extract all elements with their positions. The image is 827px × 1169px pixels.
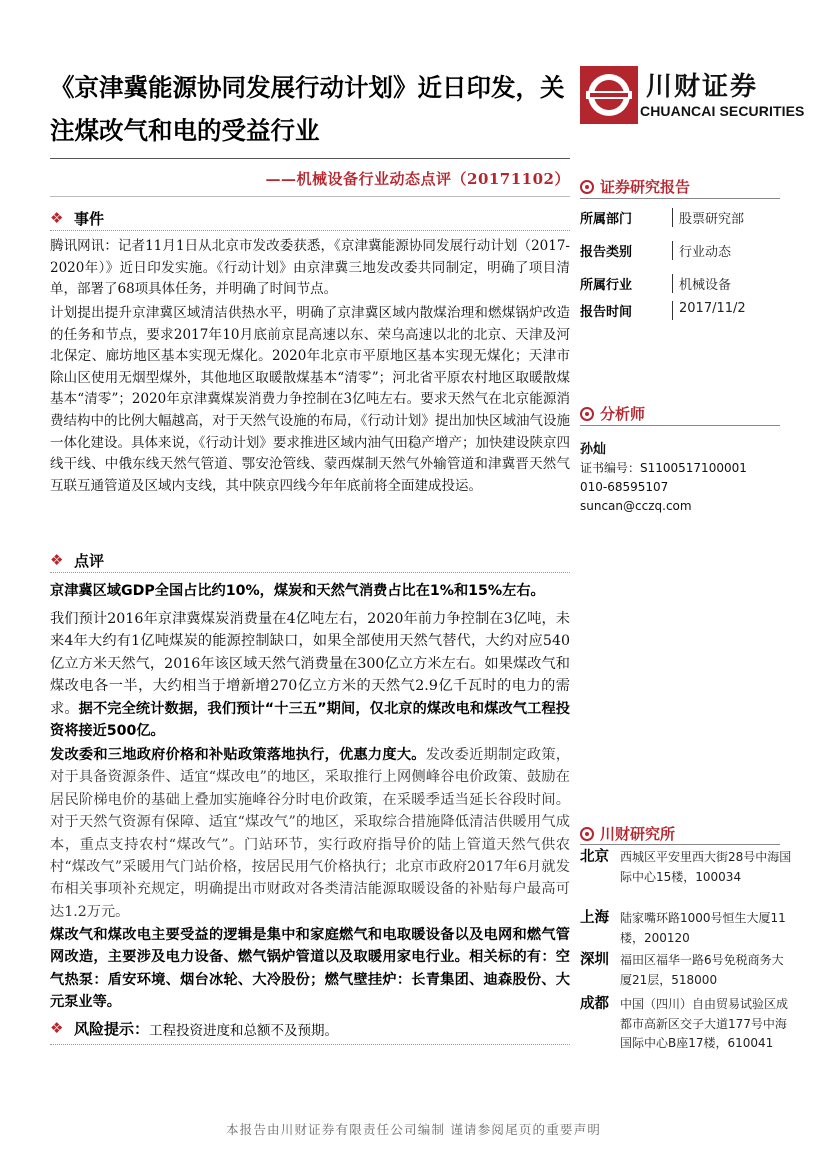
office-address: 陆家嘴环路1000号恒生大厦11楼，200120 (620, 911, 786, 945)
event-heading-label: 事件 (74, 210, 105, 228)
report-type-label: 证券研究报告 (600, 178, 691, 196)
info-label: 报告类别 (580, 245, 633, 260)
office-city: 北京 (580, 849, 609, 865)
info-row-department (580, 208, 790, 227)
comment-paragraph-3-text: 发改委近期制定政策，对于具备资源条件、适宜“煤改电”的地区，采取推行上网侧峰谷电价政策、鼓励在居民阶梯电价的基础上叠加实施峰谷分时电价政策，在采暖季适当延长谷段时间。对于天然气资源有保障、适宜“煤改气”的地区，采取综合措施降低清洁供暖用气成本，重点支持农村“煤改气”。门站环节，实行政府指导价的陆上管道天然气供农村“煤改气”采暖用气门站价格，按居民用气价格执行；北京市政府2017年6月就发布相关事项补充规定，明确提出市财政对各类清洁能源取暖设备的补贴每户最高可达1.2万元。 (50, 747, 570, 920)
info-value: 股票研究部 (672, 208, 744, 227)
risk-text: 工程投资进度和总额不及预期。 (149, 1022, 339, 1039)
analyst-phone: 010-68595107 (580, 480, 669, 494)
comment-paragraph-3-highlight: 发改委和三地政府价格和补贴政策落地执行，优惠力度大。 (50, 747, 426, 763)
comment-paragraph-2-highlight: 据不完全统计数据，我们预计“十三五”期间，仅北京的煤改电和煤改气工程投资将接近500亿。 (50, 700, 570, 740)
target-icon (580, 180, 594, 194)
analyst-heading-label: 分析师 (600, 405, 646, 423)
target-icon (580, 407, 594, 421)
comment-paragraph-3 (50, 744, 570, 923)
office-chengdu (580, 995, 795, 1054)
event-heading (50, 208, 104, 229)
office-address: 福田区福华一路6号免税商务大厦21层，518000 (620, 953, 784, 987)
target-icon (580, 827, 594, 841)
info-label: 报告时间 (580, 305, 633, 320)
analyst-heading (580, 403, 645, 424)
analyst-block (580, 440, 747, 516)
analyst-cert: 证书编号：S1100517100001 (580, 461, 747, 475)
bullet-diamond-icon (50, 554, 64, 568)
analyst-email[interactable]: suncan@cczq.com (580, 499, 692, 513)
footer-disclaimer: 本报告由川财证券有限责任公司编制 谨请参阅尾页的重要声明 (225, 1122, 602, 1137)
logo-name-cn: 川财证券 (646, 72, 759, 102)
info-value: 行业动态 (672, 241, 731, 260)
section-dotted-divider (50, 572, 570, 573)
office-beijing (580, 848, 795, 887)
info-row-industry (580, 274, 790, 293)
subtitle-divider (50, 196, 570, 197)
section-dotted-divider (50, 1044, 570, 1045)
institute-heading (580, 823, 675, 844)
office-city: 上海 (580, 910, 609, 926)
info-label: 所属部门 (580, 212, 633, 227)
sidebar-divider (580, 844, 780, 845)
sidebar-divider (580, 198, 780, 199)
comment-paragraph-4: 煤改气和煤改电主要受益的逻辑是集中和家庭燃气和电取暖设备以及电网和燃气管网改造，主要涉及电力设备、燃气锅炉管道以及取暖用家电行业。相关标的有：空气热泵：盾安环境、烟台冰轮、大冷股份；燃气壁挂炉：长青集团、迪森股份、大元泵业等。 (50, 927, 570, 1011)
title-divider (50, 158, 570, 159)
office-city: 成都 (580, 996, 609, 1012)
info-label: 所属行业 (580, 278, 633, 293)
report-title: 《京津冀能源协同发展行动计划》近日印发，关注煤改气和电的受益行业 (50, 73, 565, 145)
section-dotted-divider (50, 230, 570, 231)
comment-paragraph-2 (50, 608, 570, 742)
office-shanghai (580, 909, 795, 948)
analyst-name: 孙灿 (580, 442, 607, 457)
risk-heading-label: 风险提示： (74, 1020, 150, 1038)
report-type-heading (580, 176, 690, 197)
bullet-diamond-icon (50, 1022, 64, 1036)
office-address: 中国（四川）自由贸易试验区成都市高新区交子大道177号中海国际中心B座17楼，610041 (620, 997, 789, 1050)
sidebar-divider (580, 425, 780, 426)
comment-heading (50, 550, 104, 571)
chuancai-logo-icon (580, 66, 638, 124)
office-shenzhen (580, 951, 795, 990)
office-address: 西城区平安里西大街28号中海国际中心15楼，100034 (620, 850, 792, 884)
office-city: 深圳 (580, 952, 609, 968)
event-paragraph-2: 计划提出提升京津冀区域清洁供热水平，明确了京津冀区域内散煤治理和燃煤锅炉改造的任务和节点，要求2017年10月底前京昆高速以东、荣乌高速以北的北京、天津及河北保定、廊坊地区基本实现无煤化。2020年北京市平原地区基本实现无煤化；天津市除山区使用无烟型煤外，其他地区取暖散煤基本“清零”；河北省平原农村地区取暖散煤基本“清零”；2020年京津冀煤炭消费力争控制在3亿吨左右。要求天然气在北京能源消费结构中的比例大幅越高，对于天然气设施的布局，《行动计划》提出加快区域油气设施一体化建设。具体来说，《行动计划》要求推进区域内油气田稳产增产；加快建设陕京四线干线、中俄东线天然气管道、鄂安沧管线、蒙西煤制天然气外输管道和津冀晋天然气互联互通管道及区域内支线，其中陕京四线今年年底前将全面建成投运。 (50, 305, 570, 494)
info-row-date (580, 301, 790, 320)
info-value: 2017/11/2 (672, 301, 746, 320)
risk-heading (50, 1018, 338, 1039)
logo-name-en: CHUANCAI SECURITIES (640, 103, 805, 119)
bullet-diamond-icon (50, 212, 64, 226)
comment-paragraph-1: 京津冀区域GDP全国占比约10%，煤炭和天然气消费占比在1%和15%左右。 (50, 583, 545, 599)
info-value: 机械设备 (672, 274, 731, 293)
report-subtitle: ——机械设备行业动态点评（20171102） (265, 170, 570, 188)
comment-heading-label: 点评 (74, 552, 105, 570)
institute-heading-label: 川财研究所 (600, 825, 676, 843)
event-paragraph-1: 腾讯网讯：记者11月1日从北京市发改委获悉，《京津冀能源协同发展行动计划（2017-2020年）》近日印发实施。《行动计划》由京津冀三地发改委共同制定，明确了项目清单，部署了68项具体任务，并明确了时间节点。 (50, 238, 570, 298)
comment-paragraph-2-text: 我们预计2016年京津冀煤炭消费量在4亿吨左右，2020年前力争控制在3亿吨，未来4年大约有1亿吨煤炭的能源控制缺口，如果全部使用天然气替代，大约对应540亿立方米天然气，2016年该区域天然气消费量在300亿立方米左右。如果煤改气和煤改电各一半，大约相当于增新增270亿立方米的天然气2.9亿千瓦时的电力的需求。 (50, 611, 570, 717)
info-row-category (580, 241, 790, 260)
